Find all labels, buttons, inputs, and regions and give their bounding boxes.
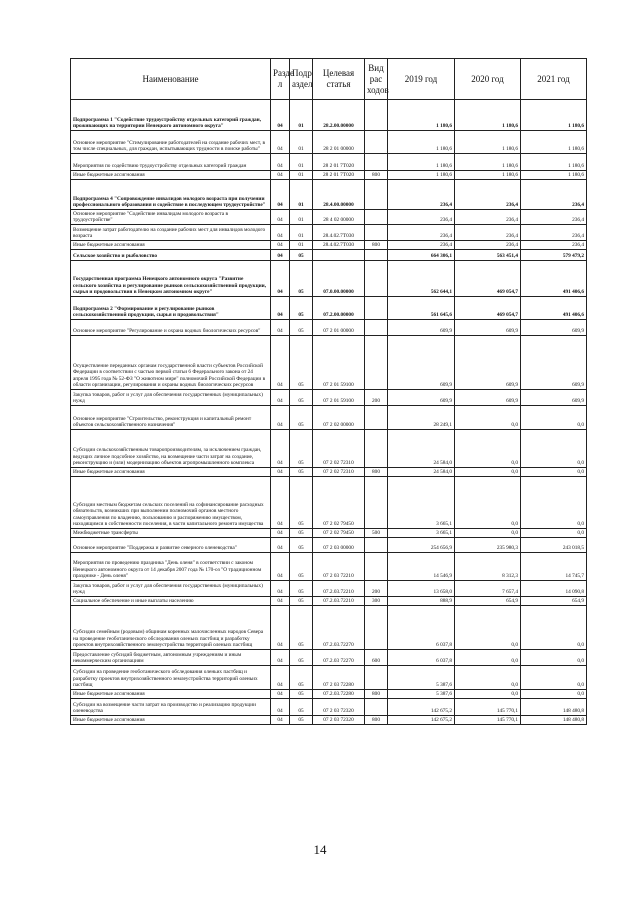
cell-section: 04 (271, 390, 290, 406)
cell-name: Основное мероприятие "Стимулирование работодателей на создание рабочих мест, в том числе специальных, для граждан, испытывающих трудности в поиске работы" (71, 131, 271, 154)
cell-year-2020: 0,0 (455, 477, 521, 529)
cell-year-2020: 1 180,6 (455, 100, 521, 131)
cell-subsection: 01 (290, 241, 313, 250)
cell-section: 04 (271, 430, 290, 468)
cell-year-2021: 0,0 (521, 468, 587, 477)
cell-year-2021: 0,0 (521, 529, 587, 538)
cell-year-2021: 0,0 (521, 406, 587, 430)
cell-target-article: 07 2 03 72320 (313, 716, 365, 725)
cell-target-article: 07.2.03.72270 (313, 606, 365, 650)
cell-expense-type (365, 210, 388, 225)
table-row (71, 131, 587, 154)
cell-target-article: 07 2 03 00000 (313, 538, 365, 553)
cell-target-article: 07 2 02 79450 (313, 529, 365, 538)
cell-year-2020: 236,4 (455, 210, 521, 225)
cell-year-2021: 1 180,6 (521, 131, 587, 154)
cell-name: Мероприятия по проведению праздника "День оленя" в соответствии с законом Ненецкого автономного округа от 14 декабря 2007 года № 170-оз "О традиционном празднике - День оленя" (71, 553, 271, 581)
cell-expense-type: 500 (365, 529, 388, 538)
cell-name: Иные бюджетные ассигнования (71, 171, 271, 180)
cell-year-2019: 562 644,1 (388, 261, 455, 297)
cell-subsection: 05 (290, 477, 313, 529)
cell-name: Возмещение затрат работодателю на создание рабочих мест для инвалидов молодого возраста (71, 225, 271, 241)
cell-year-2021: 236,4 (521, 241, 587, 250)
cell-name: Субсидии на проведение геоботанического обследования оленьих пастбищ и разработку проектов внутрихозяйственного землеустройства территорий оленьих пастбищ (71, 666, 271, 690)
cell-year-2021: 148 480,8 (521, 716, 587, 725)
cell-year-2021: 243 018,5 (521, 538, 587, 553)
cell-subsection: 05 (290, 538, 313, 553)
cell-target-article: 28.4.00.00000 (313, 180, 365, 210)
cell-name: Субсидии на возмещение части затрат на производство и реализацию продукции оленеводства (71, 699, 271, 716)
cell-target-article: 07.0.00.00000 (313, 261, 365, 297)
cell-target-article: 07 2 01 00000 (313, 320, 365, 336)
cell-subsection: 05 (290, 650, 313, 666)
cell-name: Иные бюджетные ассигнования (71, 716, 271, 725)
cell-year-2021: 0,0 (521, 650, 587, 666)
cell-name: Основное мероприятие "Поддержка и развитие северного оленеводства" (71, 538, 271, 553)
cell-year-2020: 236,4 (455, 180, 521, 210)
cell-subsection: 05 (290, 250, 313, 261)
cell-expense-type: 200 (365, 390, 388, 406)
table-row (71, 538, 587, 553)
cell-year-2020: 0,0 (455, 666, 521, 690)
cell-expense-type (365, 477, 388, 529)
cell-section: 04 (271, 225, 290, 241)
cell-year-2019: 5 387,6 (388, 690, 455, 699)
cell-section: 04 (271, 666, 290, 690)
cell-name: Иные бюджетные ассигнования (71, 241, 271, 250)
cell-section: 04 (271, 261, 290, 297)
cell-name: Государственная программа Ненецкого автономного округа "Развитие сельского хозяйства и регулирование рынков сельскохозяйственной продукции, сырья и продовольствия в Ненецком автономном округе" (71, 261, 271, 297)
cell-expense-type (365, 261, 388, 297)
cell-year-2019: 609,9 (388, 320, 455, 336)
cell-year-2020: 0,0 (455, 430, 521, 468)
cell-section: 04 (271, 100, 290, 131)
cell-year-2020: 8 312,3 (455, 553, 521, 581)
table-header-row (71, 59, 587, 100)
cell-section: 04 (271, 553, 290, 581)
cell-name: Мероприятия по содействию трудоустройству отдельных категорий граждан (71, 154, 271, 171)
cell-name: Подпрограмма 4 "Сопровождение инвалидов молодого возраста при получении профессионального образования и содействие в последующем трудоустройстве" (71, 180, 271, 210)
cell-year-2020: 0,0 (455, 406, 521, 430)
cell-year-2019: 24 584,0 (388, 468, 455, 477)
cell-expense-type: 800 (365, 690, 388, 699)
cell-year-2021: 491 406,6 (521, 297, 587, 320)
cell-year-2019: 6 037,8 (388, 650, 455, 666)
cell-year-2019: 142 675,2 (388, 716, 455, 725)
cell-year-2020: 469 054,7 (455, 297, 521, 320)
cell-year-2020: 7 657,4 (455, 581, 521, 597)
cell-year-2021: 0,0 (521, 606, 587, 650)
cell-expense-type (365, 297, 388, 320)
header-year-2020: 2020 год (455, 59, 521, 100)
cell-subsection: 05 (290, 666, 313, 690)
header-expense-type: Вид рас ходов (365, 59, 388, 100)
cell-name: Подпрограмма 1 "Содействие трудоустройству отдельных категорий граждан, проживающих на территории Ненецкого автономного округа" (71, 100, 271, 131)
cell-section: 04 (271, 477, 290, 529)
cell-target-article: 07 2 03 72280 (313, 666, 365, 690)
cell-subsection: 05 (290, 390, 313, 406)
table-row (71, 406, 587, 430)
cell-year-2019: 6 037,8 (388, 606, 455, 650)
table-row (71, 320, 587, 336)
cell-name: Закупка товаров, работ и услуг для обеспечения государственных (муниципальных) нужд (71, 581, 271, 597)
cell-expense-type (365, 250, 388, 261)
cell-target-article (313, 250, 365, 261)
table-row (71, 171, 587, 180)
cell-subsection: 05 (290, 597, 313, 606)
cell-name: Субсидии семейным (родовым) общинам коренных малочисленных народов Севера на проведение геоботанического обследования оленьих пастбищ и разработку проектов внутрихозяйственного землеустройства территорий оленьих пастбищ (71, 606, 271, 650)
cell-name: Социальное обеспечение и иные выплаты населению (71, 597, 271, 606)
cell-name: Основное мероприятие "Содействие инвалидам молодого возраста в трудоустройстве" (71, 210, 271, 225)
cell-name: Субсидии сельскохозяйственным товаропроизводителям, за исключением граждан, ведущих личное подсобное хозяйство, на возмещение части затрат на создание, реконструкцию и (или) модернизацию объектов агропромышленного комплекса (71, 430, 271, 468)
cell-subsection: 05 (290, 297, 313, 320)
cell-year-2019: 236,4 (388, 225, 455, 241)
budget-table (70, 58, 587, 725)
cell-name: Субсидии местным бюджетам сельских поселений на софинансирование расходных обязательств, возникших при выполнении полномочий органов местного самоуправления по владению, пользованию и распоряжению имуществом, находящимся в собственности поселения, в части капитального ремонта имущества (71, 477, 271, 529)
cell-year-2020: 654,9 (455, 597, 521, 606)
cell-target-article: 07.2.00.00000 (313, 297, 365, 320)
header-year-2021: 2021 год (521, 59, 587, 100)
cell-year-2019: 3 665,1 (388, 529, 455, 538)
cell-subsection: 05 (290, 606, 313, 650)
cell-subsection: 05 (290, 468, 313, 477)
cell-name: Предоставление субсидий бюджетным, автономным учреждениям и иным некоммерческим организациям (71, 650, 271, 666)
cell-year-2020: 1 180,6 (455, 154, 521, 171)
cell-year-2020: 235 980,3 (455, 538, 521, 553)
cell-subsection: 01 (290, 210, 313, 225)
cell-subsection: 05 (290, 320, 313, 336)
page-number: 14 (313, 842, 327, 857)
cell-year-2021: 609,9 (521, 336, 587, 390)
cell-year-2020: 0,0 (455, 529, 521, 538)
table-row (71, 553, 587, 581)
cell-year-2020: 1 180,6 (455, 171, 521, 180)
table-row (71, 241, 587, 250)
cell-expense-type (365, 131, 388, 154)
cell-year-2019: 13 658,0 (388, 581, 455, 597)
cell-year-2019: 14 546,9 (388, 553, 455, 581)
cell-name: Иные бюджетные ассигнования (71, 690, 271, 699)
cell-year-2021: 1 180,6 (521, 154, 587, 171)
cell-year-2021: 236,4 (521, 210, 587, 225)
cell-name: Основное мероприятие "Регулирование и охрана водных биологических ресурсов" (71, 320, 271, 336)
cell-year-2020: 145 770,1 (455, 699, 521, 716)
cell-year-2020: 609,9 (455, 390, 521, 406)
cell-target-article: 07.2.03.72210 (313, 581, 365, 597)
cell-year-2021: 609,9 (521, 320, 587, 336)
cell-target-article: 07 2 02 72310 (313, 430, 365, 468)
cell-year-2021: 1 180,6 (521, 100, 587, 131)
cell-section: 04 (271, 131, 290, 154)
cell-section: 04 (271, 597, 290, 606)
cell-year-2020: 0,0 (455, 606, 521, 650)
cell-expense-type (365, 553, 388, 581)
cell-expense-type (365, 180, 388, 210)
cell-year-2021: 0,0 (521, 477, 587, 529)
cell-expense-type (365, 430, 388, 468)
cell-section: 04 (271, 606, 290, 650)
cell-target-article: 07 2 01 59100 (313, 336, 365, 390)
table-row (71, 690, 587, 699)
cell-expense-type (365, 100, 388, 131)
cell-year-2020: 1 180,6 (455, 131, 521, 154)
cell-target-article: 07 2 03 72210 (313, 553, 365, 581)
cell-target-article: 28.4.02.7Т030 (313, 225, 365, 241)
cell-year-2019: 254 656,9 (388, 538, 455, 553)
cell-year-2021: 148 480,8 (521, 699, 587, 716)
cell-expense-type (365, 225, 388, 241)
cell-target-article: 07 2 02 00000 (313, 406, 365, 430)
cell-subsection: 05 (290, 406, 313, 430)
cell-section: 04 (271, 336, 290, 390)
cell-section: 04 (271, 406, 290, 430)
cell-expense-type (365, 320, 388, 336)
table-row (71, 336, 587, 390)
cell-year-2020: 563 451,4 (455, 250, 521, 261)
cell-section: 04 (271, 690, 290, 699)
cell-subsection: 05 (290, 336, 313, 390)
cell-subsection: 05 (290, 699, 313, 716)
cell-section: 04 (271, 171, 290, 180)
cell-expense-type (365, 406, 388, 430)
cell-name: Осуществление переданных органам государственной власти субъектов Российской Федерации в соответствии с частью первой статьи 6 Федерального закона от 24 апреля 1995 года № 52-ФЗ "О животном мире" полномочий Российской Федерации в области организации, регулирования и охраны водных биологических ресурсов (71, 336, 271, 390)
cell-year-2021: 236,4 (521, 225, 587, 241)
cell-subsection: 05 (290, 430, 313, 468)
cell-section: 04 (271, 581, 290, 597)
table-body (71, 100, 587, 725)
cell-year-2019: 1 180,6 (388, 171, 455, 180)
cell-subsection: 01 (290, 154, 313, 171)
table-row (71, 430, 587, 468)
cell-year-2019: 236,4 (388, 180, 455, 210)
cell-expense-type: 200 (365, 581, 388, 597)
cell-year-2021: 0,0 (521, 666, 587, 690)
cell-year-2019: 142 675,2 (388, 699, 455, 716)
cell-section: 04 (271, 716, 290, 725)
cell-year-2019: 888,9 (388, 597, 455, 606)
cell-year-2021: 14 090,8 (521, 581, 587, 597)
cell-expense-type: 300 (365, 597, 388, 606)
cell-expense-type: 600 (365, 650, 388, 666)
cell-expense-type: 800 (365, 241, 388, 250)
table-row (71, 477, 587, 529)
cell-target-article: 07.2.03 72270 (313, 650, 365, 666)
cell-subsection: 01 (290, 131, 313, 154)
table-row (71, 468, 587, 477)
cell-year-2020: 0,0 (455, 690, 521, 699)
cell-expense-type (365, 666, 388, 690)
cell-subsection: 05 (290, 716, 313, 725)
cell-year-2019: 1 180,6 (388, 154, 455, 171)
cell-section: 04 (271, 154, 290, 171)
table-row (71, 699, 587, 716)
table-row (71, 666, 587, 690)
cell-target-article: 28.4.02.7Т030 (313, 241, 365, 250)
cell-year-2021: 579 479,2 (521, 250, 587, 261)
table-row (71, 529, 587, 538)
cell-year-2021: 0,0 (521, 430, 587, 468)
cell-section: 04 (271, 650, 290, 666)
cell-year-2019: 3 665,1 (388, 477, 455, 529)
cell-section: 04 (271, 297, 290, 320)
cell-section: 04 (271, 241, 290, 250)
cell-year-2020: 236,4 (455, 225, 521, 241)
cell-section: 04 (271, 180, 290, 210)
cell-subsection: 01 (290, 171, 313, 180)
cell-target-article: 28 2 01 7Т020 (313, 154, 365, 171)
cell-year-2019: 24 584,0 (388, 430, 455, 468)
table-row (71, 650, 587, 666)
table-row (71, 716, 587, 725)
cell-subsection: 01 (290, 225, 313, 241)
cell-expense-type: 800 (365, 468, 388, 477)
header-year-2019: 2019 год (388, 59, 455, 100)
cell-subsection: 01 (290, 100, 313, 131)
cell-section: 04 (271, 250, 290, 261)
table-row (71, 597, 587, 606)
cell-year-2021: 1 180,6 (521, 171, 587, 180)
cell-target-article: 28 2 01 00000 (313, 131, 365, 154)
cell-expense-type (365, 538, 388, 553)
cell-section: 04 (271, 538, 290, 553)
cell-year-2019: 664 306,1 (388, 250, 455, 261)
cell-name: Подпрограмма 2 "Формирование и регулирование рынков сельскохозяйственной продукции, сырья и продовольствия" (71, 297, 271, 320)
cell-year-2019: 1 180,6 (388, 100, 455, 131)
cell-name: Закупка товаров, работ и услуг для обеспечения государственных (муниципальных) нужд (71, 390, 271, 406)
cell-year-2020: 609,9 (455, 336, 521, 390)
table-row (71, 606, 587, 650)
cell-year-2021: 609,9 (521, 390, 587, 406)
cell-name: Сельское хозяйство и рыболовство (71, 250, 271, 261)
table-row (71, 581, 587, 597)
table-row (71, 390, 587, 406)
cell-year-2020: 145 770,1 (455, 716, 521, 725)
table-row (71, 180, 587, 210)
cell-section: 04 (271, 468, 290, 477)
cell-section: 04 (271, 699, 290, 716)
cell-target-article: 28 2 01 7Т020 (313, 171, 365, 180)
cell-year-2019: 236,4 (388, 210, 455, 225)
cell-target-article: 28.2.00.00000 (313, 100, 365, 131)
cell-name: Основное мероприятие "Строительство, реконструкция и капитальный ремонт объектов сельскохозяйственного назначения" (71, 406, 271, 430)
cell-year-2020: 609,9 (455, 320, 521, 336)
cell-target-article: 07.2.03.72280 (313, 690, 365, 699)
cell-section: 04 (271, 210, 290, 225)
cell-target-article: 07 2 03 72320 (313, 699, 365, 716)
cell-subsection: 05 (290, 581, 313, 597)
cell-subsection: 05 (290, 261, 313, 297)
table-row (71, 297, 587, 320)
table-row (71, 250, 587, 261)
header-subsection: Подр аздел (290, 59, 313, 100)
cell-year-2021: 236,4 (521, 180, 587, 210)
cell-expense-type: 800 (365, 171, 388, 180)
cell-year-2021: 0,0 (521, 690, 587, 699)
cell-section: 04 (271, 320, 290, 336)
cell-year-2020: 0,0 (455, 468, 521, 477)
table-row (71, 261, 587, 297)
table-row (71, 210, 587, 225)
cell-year-2020: 0,0 (455, 650, 521, 666)
cell-expense-type (365, 154, 388, 171)
table-row (71, 100, 587, 131)
cell-subsection: 01 (290, 180, 313, 210)
header-name: Наименование (71, 59, 271, 100)
cell-target-article: 28 4 02 00000 (313, 210, 365, 225)
cell-target-article: 07 2 02 79450 (313, 477, 365, 529)
cell-year-2019: 5 387,6 (388, 666, 455, 690)
cell-target-article: 07.2.03.72210 (313, 597, 365, 606)
cell-expense-type: 800 (365, 716, 388, 725)
cell-year-2021: 654,9 (521, 597, 587, 606)
cell-year-2020: 469 054,7 (455, 261, 521, 297)
cell-target-article: 07 2 02 72310 (313, 468, 365, 477)
cell-year-2019: 561 645,6 (388, 297, 455, 320)
cell-expense-type (365, 606, 388, 650)
cell-year-2019: 28 249,1 (388, 406, 455, 430)
cell-year-2019: 609,9 (388, 336, 455, 390)
cell-section: 04 (271, 529, 290, 538)
cell-year-2019: 609,9 (388, 390, 455, 406)
cell-year-2021: 491 406,6 (521, 261, 587, 297)
table-row (71, 225, 587, 241)
table-row (71, 154, 587, 171)
cell-expense-type (365, 699, 388, 716)
header-target-article: Целевая статья (313, 59, 365, 100)
cell-expense-type (365, 336, 388, 390)
header-section: Разде л (271, 59, 290, 100)
cell-subsection: 05 (290, 553, 313, 581)
cell-year-2019: 236,4 (388, 241, 455, 250)
cell-year-2020: 236,4 (455, 241, 521, 250)
cell-year-2019: 1 180,6 (388, 131, 455, 154)
cell-subsection: 05 (290, 529, 313, 538)
cell-target-article: 07 2 01 59100 (313, 390, 365, 406)
cell-name: Межбюджетные трансферты (71, 529, 271, 538)
cell-name: Иные бюджетные ассигнования (71, 468, 271, 477)
cell-subsection: 05 (290, 690, 313, 699)
cell-year-2021: 14 745,7 (521, 553, 587, 581)
